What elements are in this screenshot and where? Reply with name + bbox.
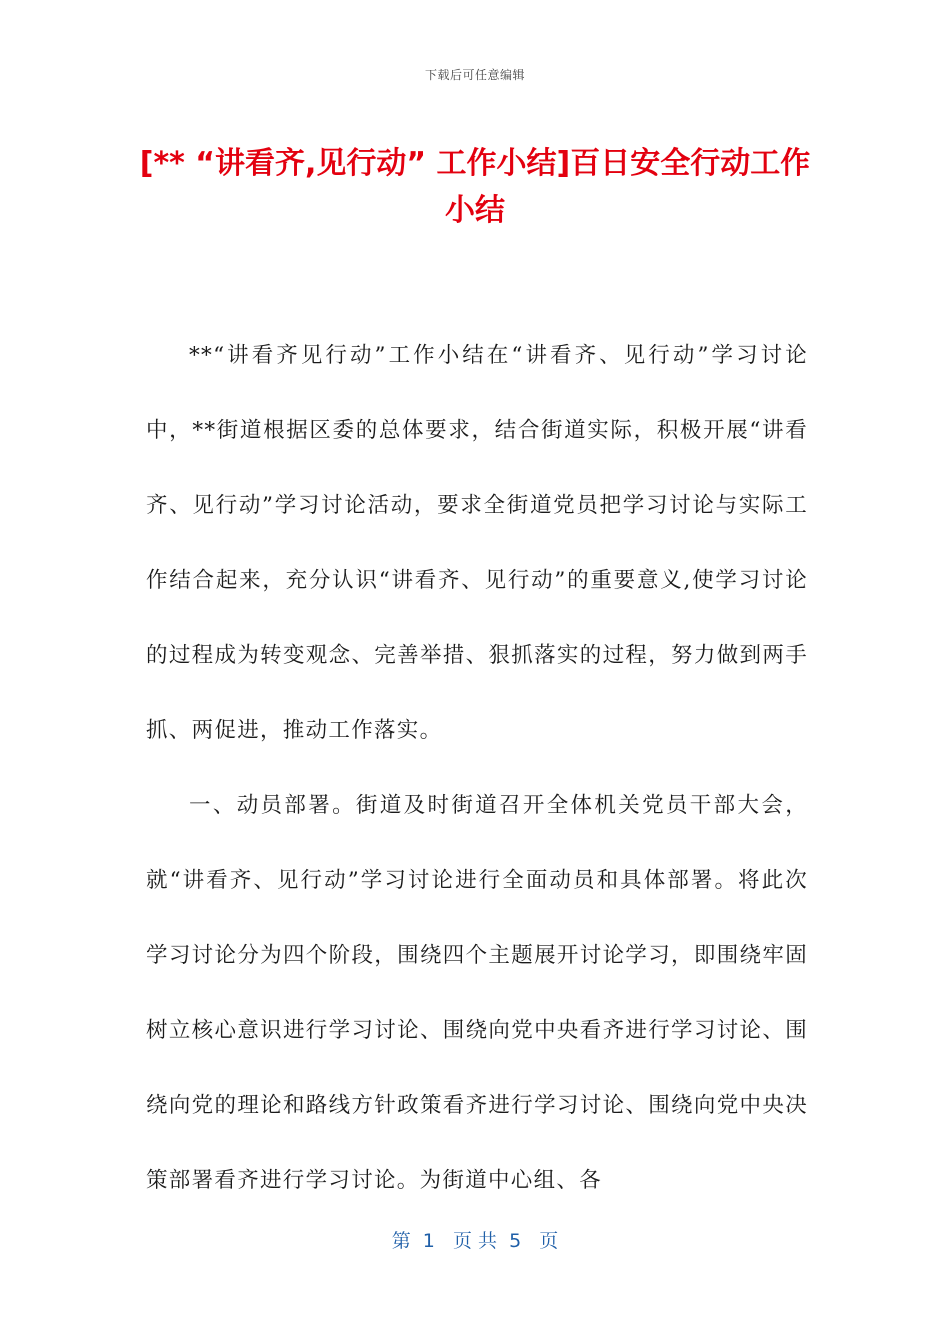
document-body [146,318,808,1218]
body-paragraph: **“讲看齐见行动”工作小结在“讲看齐、见行动”学习讨论中，**街道根据区委的总体要求，结合街道实际，积极开展“讲看齐、见行动”学习讨论活动，要求全街道党员把学习讨论与实际工作结合起来，充分认识“讲看齐、见行动”的重要意义,使学习讨论的过程成为转变观念、完善举措、狠抓落实的过程，努力做到两手抓、两促进，推动工作落实。 [146,343,808,743]
page-footer: 第 1 页 共 5 页 [391,1230,559,1252]
document-title: [** “讲看齐,见行动” 工作小结]百日安全行动工作小结 [139,146,811,228]
body-paragraph: 一、动员部署。街道及时街道召开全体机关党员干部大会，就“讲看齐、见行动”学习讨论进行全面动员和具体部署。将此次学习讨论分为四个阶段，围绕四个主题展开讨论学习，即围绕牢固树立核心意识进行学习讨论、围绕向党中央看齐进行学习讨论、围绕向党的理论和路线方针政策看齐进行学习讨论、围绕向党中央决策部署看齐进行学习讨论。为街道中心组、各 [146,793,808,1193]
header-note: 下载后可任意编辑 [424,68,525,82]
